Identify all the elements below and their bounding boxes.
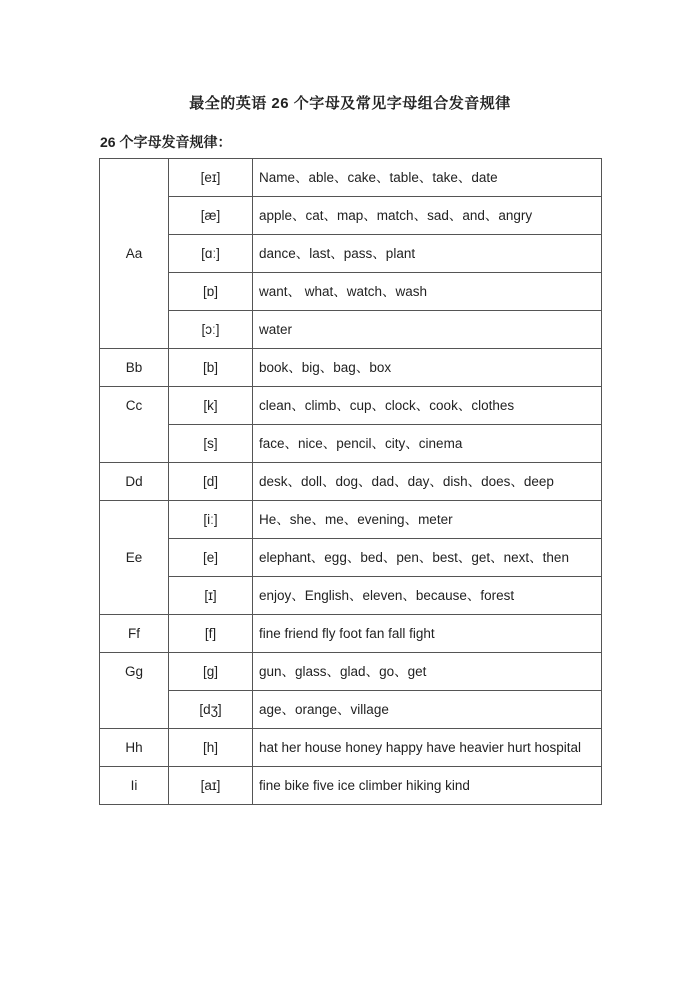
table-row bbox=[100, 235, 602, 273]
table-row bbox=[100, 197, 602, 235]
phonics-table bbox=[99, 158, 602, 805]
letter-cell-ee: Ee bbox=[100, 501, 169, 615]
table-row bbox=[100, 273, 602, 311]
words-cell: enjoy、English、eleven、because、forest bbox=[253, 577, 602, 615]
table-row bbox=[100, 653, 602, 691]
document-title: 最全的英语 26 个字母及常见字母组合发音规律 bbox=[189, 95, 511, 112]
words-cell: gun、glass、glad、go、get bbox=[253, 653, 602, 691]
ipa-cell: [æ] bbox=[169, 197, 253, 235]
ipa-cell: [e] bbox=[169, 539, 253, 577]
table-row bbox=[100, 729, 602, 767]
ipa-cell: [k] bbox=[169, 387, 253, 425]
table-row bbox=[100, 311, 602, 349]
table-row bbox=[100, 767, 602, 805]
table-row bbox=[100, 463, 602, 501]
section-subtitle: 26 个字母发音规律： bbox=[100, 134, 232, 150]
table-row bbox=[100, 159, 602, 197]
words-cell: desk、doll、dog、dad、day、dish、does、deep bbox=[253, 463, 602, 501]
ipa-cell: [b] bbox=[169, 349, 253, 387]
words-cell: dance、last、pass、plant bbox=[253, 235, 602, 273]
table-row bbox=[100, 387, 602, 425]
table-row bbox=[100, 425, 602, 463]
letter-cell-ff: Ff bbox=[100, 615, 169, 653]
words-cell: hat her house honey happy have heavier hurt hospital bbox=[253, 729, 602, 767]
ipa-cell: [f] bbox=[169, 615, 253, 653]
ipa-cell: [ɒ] bbox=[169, 273, 253, 311]
words-cell: age、orange、village bbox=[253, 691, 602, 729]
words-cell: fine friend fly foot fan fall fight bbox=[253, 615, 602, 653]
ipa-cell: [h] bbox=[169, 729, 253, 767]
words-cell: apple、cat、map、match、sad、and、angry bbox=[253, 197, 602, 235]
table-row bbox=[100, 615, 602, 653]
table-row bbox=[100, 349, 602, 387]
ipa-cell: [aɪ] bbox=[169, 767, 253, 805]
words-cell: Name、able、cake、table、take、date bbox=[253, 159, 602, 197]
table-row bbox=[100, 577, 602, 615]
table-row bbox=[100, 501, 602, 539]
letter-cell-gg: Gg bbox=[100, 653, 169, 729]
words-cell: water bbox=[253, 311, 602, 349]
ipa-cell: [iː] bbox=[169, 501, 253, 539]
ipa-cell: [ɪ] bbox=[169, 577, 253, 615]
table-row bbox=[100, 691, 602, 729]
ipa-cell: [dʒ] bbox=[169, 691, 253, 729]
letter-cell-dd: Dd bbox=[100, 463, 169, 501]
words-cell: clean、climb、cup、clock、cook、clothes bbox=[253, 387, 602, 425]
letter-cell-ii: Ii bbox=[100, 767, 169, 805]
letter-cell-cc: Cc bbox=[100, 387, 169, 463]
words-cell: fine bike five ice climber hiking kind bbox=[253, 767, 602, 805]
table-row bbox=[100, 539, 602, 577]
letter-cell-aa: Aa bbox=[100, 159, 169, 349]
words-cell: book、big、bag、box bbox=[253, 349, 602, 387]
words-cell: He、she、me、evening、meter bbox=[253, 501, 602, 539]
ipa-cell: [g] bbox=[169, 653, 253, 691]
words-cell: face、nice、pencil、city、cinema bbox=[253, 425, 602, 463]
ipa-cell: [ɑː] bbox=[169, 235, 253, 273]
ipa-cell: [ɔː] bbox=[169, 311, 253, 349]
ipa-cell: [s] bbox=[169, 425, 253, 463]
words-cell: want、 what、watch、wash bbox=[253, 273, 602, 311]
letter-cell-bb: Bb bbox=[100, 349, 169, 387]
ipa-cell: [d] bbox=[169, 463, 253, 501]
words-cell: elephant、egg、bed、pen、best、get、next、then bbox=[253, 539, 602, 577]
ipa-cell: [eɪ] bbox=[169, 159, 253, 197]
letter-cell-hh: Hh bbox=[100, 729, 169, 767]
